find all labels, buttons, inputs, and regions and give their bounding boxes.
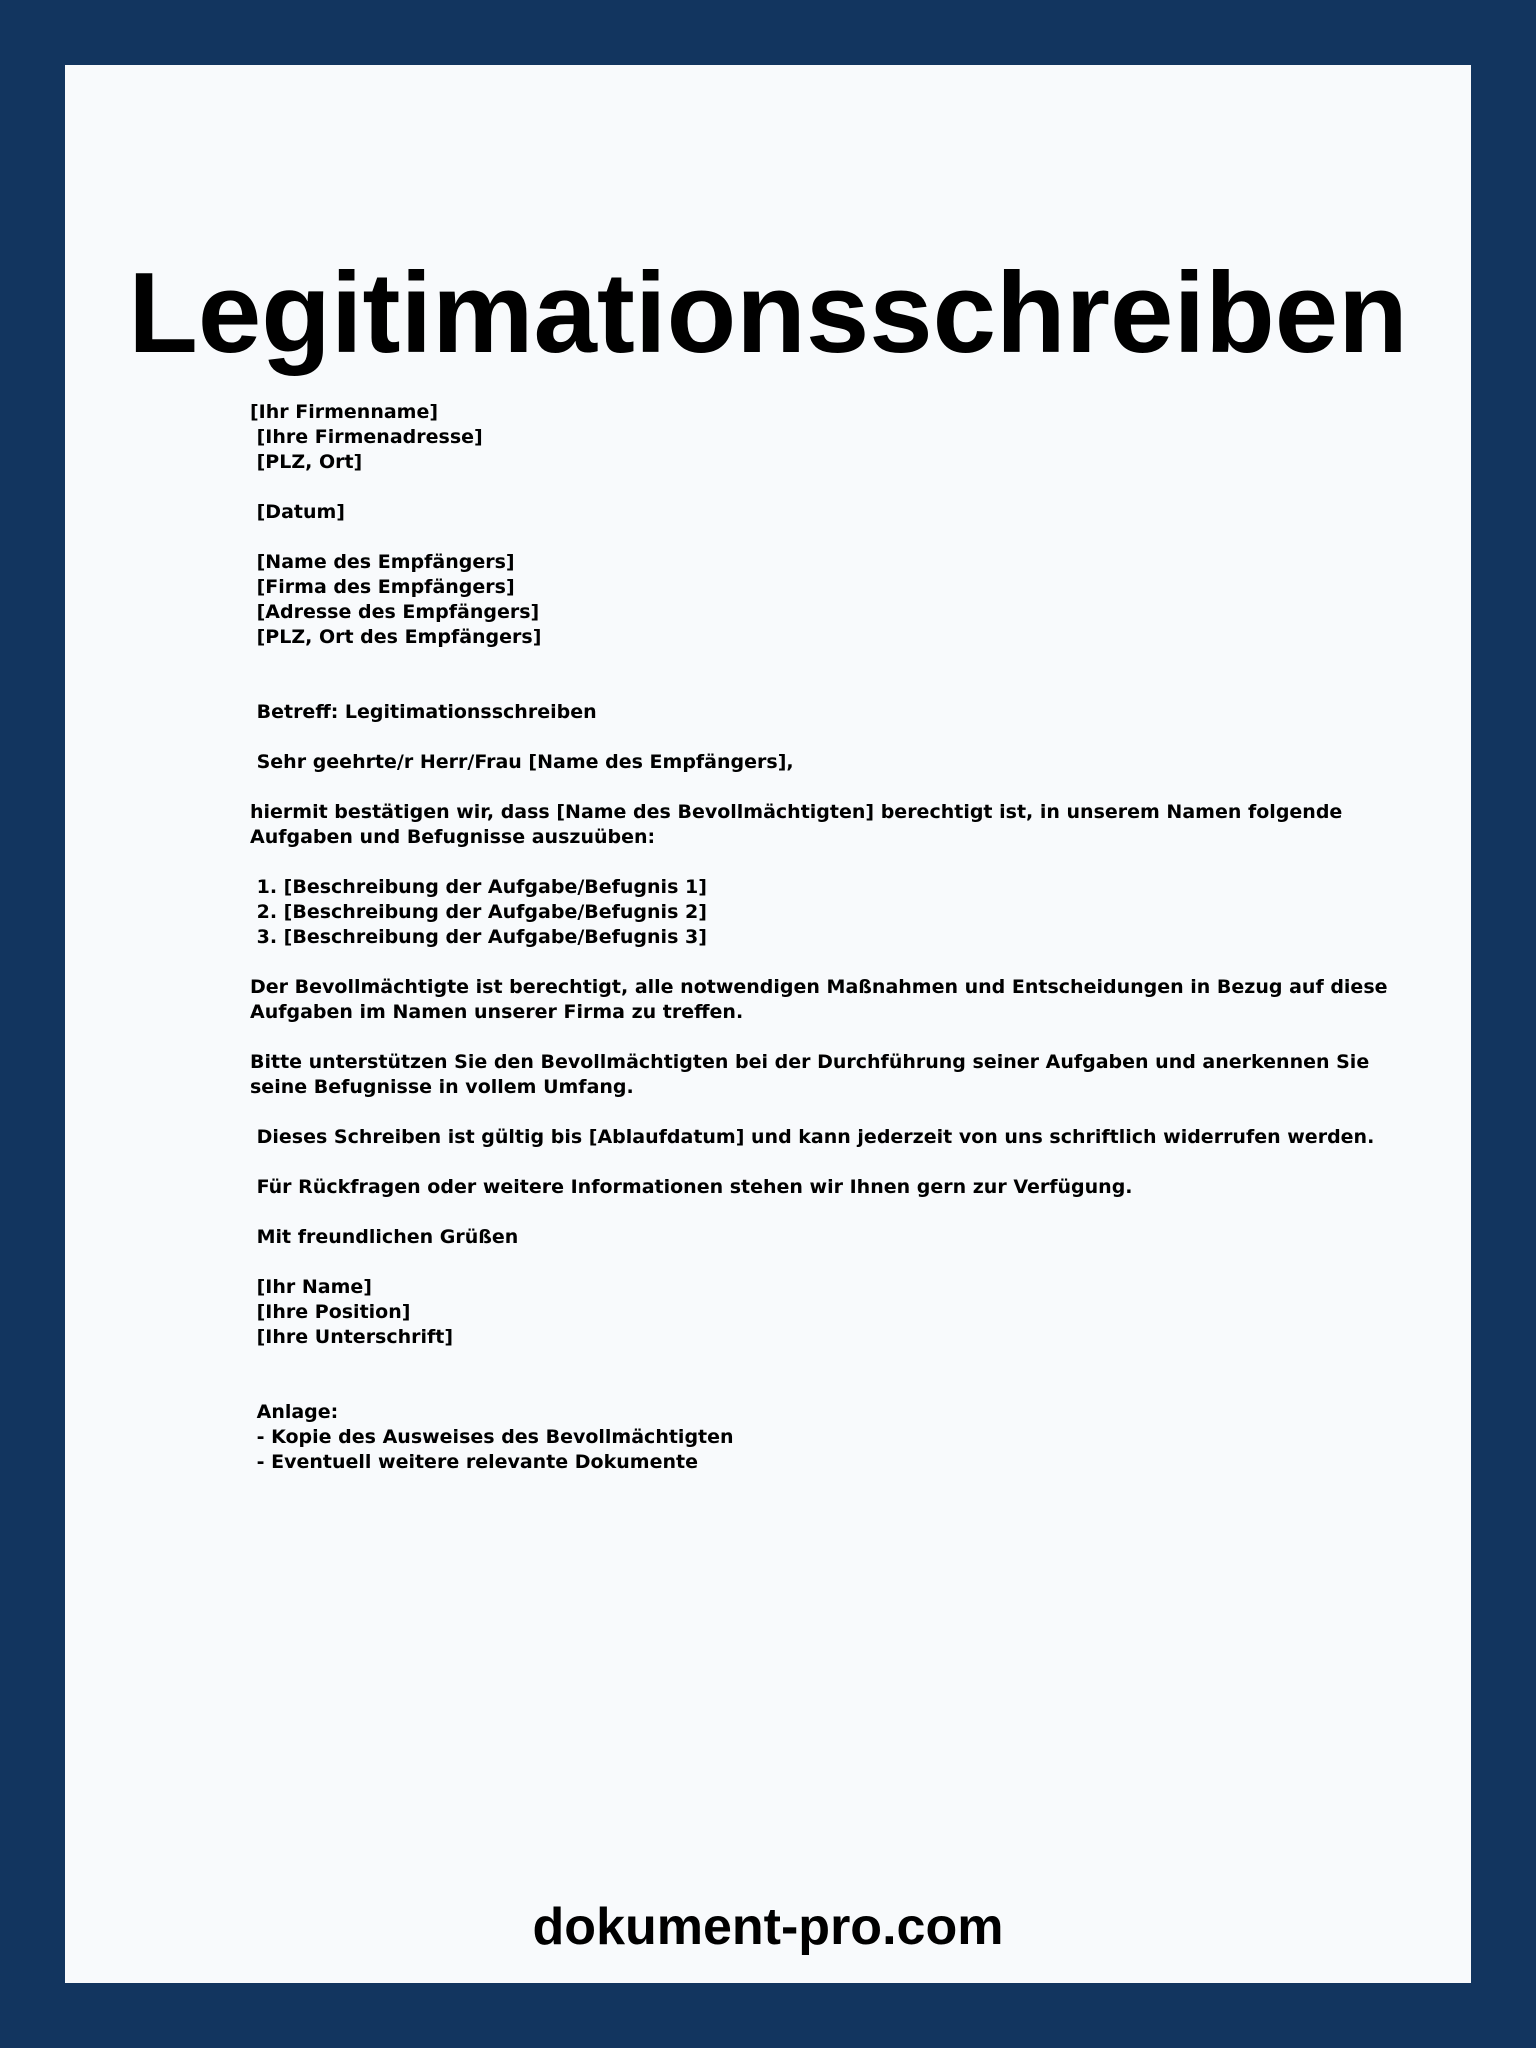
letter-subject: Betreff: Legitimationsschreiben xyxy=(250,701,597,723)
attachments-block xyxy=(250,1400,1330,1475)
support-paragraph xyxy=(250,1050,1370,1100)
closing-greeting: Mit freundlichen Grüßen xyxy=(250,1226,519,1248)
signature-position: [Ihre Position] xyxy=(250,1301,411,1323)
spacer xyxy=(250,1250,1330,1275)
spacer xyxy=(250,950,1330,975)
validity-paragraph: Dieses Schreiben ist gültig bis [Ablaufdatum] und kann jederzeit von uns schriftlich widerrufen werden. xyxy=(250,1126,1375,1148)
recipient-company: [Firma des Empfängers] xyxy=(250,576,515,598)
intro-paragraph xyxy=(250,800,1343,850)
spacer xyxy=(250,1350,1330,1400)
spacer xyxy=(250,850,1330,875)
authority-paragraph xyxy=(250,975,1388,1025)
spacer xyxy=(250,775,1330,800)
spacer xyxy=(250,1100,1330,1125)
letter-salutation: Sehr geehrte/r Herr/Frau [Name des Empfängers], xyxy=(250,751,794,773)
attachment-item: - Eventuell weitere relevante Dokumente xyxy=(250,1451,698,1473)
signature-block xyxy=(250,1275,1330,1350)
spacer xyxy=(250,1150,1330,1175)
signature-name: [Ihr Name] xyxy=(250,1276,372,1298)
spacer xyxy=(250,525,1330,550)
support-line: Bitte unterstützen Sie den Bevollmächtigten bei der Durchführung seiner Aufgaben und anerkennen Sie xyxy=(250,1051,1370,1073)
letter-body xyxy=(250,400,1388,1475)
sender-company-name: [Ihr Firmenname] xyxy=(250,401,439,423)
intro-line: Aufgaben und Befugnisse auszuüben: xyxy=(250,826,656,848)
task-item: 1. [Beschreibung der Aufgabe/Befugnis 1] xyxy=(250,876,707,898)
task-list xyxy=(250,875,1330,950)
spacer xyxy=(250,1025,1330,1050)
intro-line: hiermit bestätigen wir, dass [Name des Bevollmächtigten] berechtigt ist, in unserem Namen folgende xyxy=(250,801,1343,823)
spacer xyxy=(250,475,1330,500)
document-title: Legitimationsschreiben xyxy=(128,250,1408,377)
questions-paragraph: Für Rückfragen oder weitere Informationen stehen wir Ihnen gern zur Verfügung. xyxy=(250,1176,1133,1198)
sender-zip-city: [PLZ, Ort] xyxy=(250,451,363,473)
recipient-address: [Adresse des Empfängers] xyxy=(250,601,540,623)
letter-date: [Datum] xyxy=(250,501,345,523)
support-line: seine Befugnisse in vollem Umfang. xyxy=(250,1076,634,1098)
sender-company-address: [Ihre Firmenadresse] xyxy=(250,426,483,448)
task-item: 2. [Beschreibung der Aufgabe/Befugnis 2] xyxy=(250,901,707,923)
task-item: 3. [Beschreibung der Aufgabe/Befugnis 3] xyxy=(250,926,707,948)
recipient-name: [Name des Empfängers] xyxy=(250,551,515,573)
authority-line: Der Bevollmächtigte ist berechtigt, alle notwendigen Maßnahmen und Entscheidungen in Bezug auf diese xyxy=(250,976,1388,998)
spacer xyxy=(250,1200,1330,1225)
recipient-zip-city: [PLZ, Ort des Empfängers] xyxy=(250,626,542,648)
spacer xyxy=(250,650,1330,700)
attachment-item: - Kopie des Ausweises des Bevollmächtigten xyxy=(250,1426,734,1448)
sender-block xyxy=(250,400,1330,475)
signature-line: [Ihre Unterschrift] xyxy=(250,1326,454,1348)
document-page xyxy=(65,65,1471,1983)
recipient-block xyxy=(250,550,1330,650)
spacer xyxy=(250,725,1330,750)
footer-site-name: dokument-pro.com xyxy=(532,1898,1004,1956)
attachments-label: Anlage: xyxy=(250,1401,339,1423)
authority-line: Aufgaben im Namen unserer Firma zu treffen. xyxy=(250,1001,744,1023)
